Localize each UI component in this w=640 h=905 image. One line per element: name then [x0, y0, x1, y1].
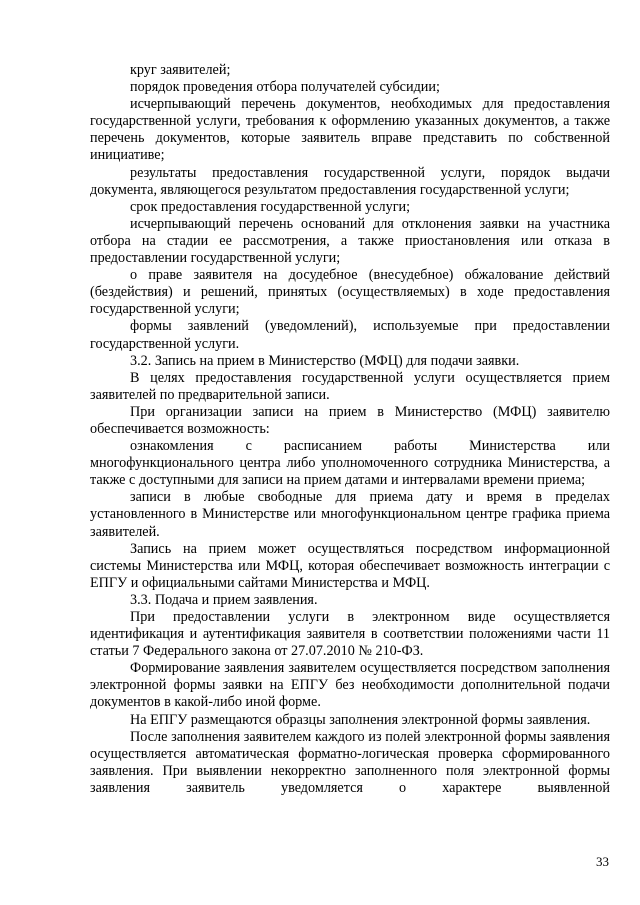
paragraph-applicant-circle: круг заявителей; — [130, 62, 231, 78]
paragraph-electronic-identification: При предоставлении услуги в электронном виде осуществляется идентификация и аутентификация заявителя в соответствии положениями части 11 статьи 7 Федерального закона от 27.07.2010 № 210-ФЗ. — [90, 609, 610, 660]
paragraph-rejection-grounds: исчерпывающий перечень оснований для отклонения заявки на участника отбора на стадии ее рассмотрения, а также приостановления или отказа в предоставлении государственной услуги; — [90, 215, 610, 267]
paragraph-format-check: После заполнения заявителем каждого из полей электронной формы заявления осуществляется автоматическая форматно-логическая проверка сформированного заявления. При выявлении некорректно заполненного поля электронной формы заявления заявитель уведомляется о характере выявленной — [90, 728, 610, 796]
paragraph-selection-procedure: порядок проведения отбора получателей субсидии; — [130, 79, 440, 96]
paragraph-appointment-options: При организации записи на прием в Министерство (МФЦ) заявителю обеспечивается возможность: — [90, 403, 610, 437]
paragraph-service-results: результаты предоставления государственной услуги, порядок выдачи документа, являющегося результатом предоставления государственной услуги; — [90, 164, 610, 198]
paragraph-appeal-right: о праве заявителя на досудебное (внесудебное) обжалование действий (бездействия) и решений, принятых (осуществляемых) в ходе предоставления государственной услуги; — [90, 267, 610, 318]
paragraph-free-slot-booking: записи в любые свободные для приема дату и время в пределах установленного в Министерстве или многофункциональном центре графика приема заявителей. — [90, 489, 610, 540]
paragraph-application-forms: формы заявлений (уведомлений), используемые при предоставлении государственной услуги. — [90, 318, 610, 352]
page-number: 33 — [596, 854, 609, 869]
paragraph-document-list: исчерпывающий перечень документов, необходимых для предоставления государственной услуги, требования к оформлению указанных документов, а также перечень документов, которые заявитель вправе представить по собственной инициативе; — [90, 96, 610, 164]
paragraph-prior-appointment: В целях предоставления государственной услуги осуществляется прием заявителей по предварительной записи. — [90, 369, 610, 403]
section-heading-3-2: 3.2. Запись на прием в Министерство (МФЦ) для подачи заявки. — [130, 352, 520, 369]
paragraph-electronic-form: Формирование заявления заявителем осуществляется посредством заполнения электронной формы заявки на ЕПГУ без необходимости дополнительной подачи документов в какой-либо иной форме. — [90, 660, 610, 711]
section-heading-3-3: 3.3. Подача и прием заявления. — [130, 591, 318, 608]
paragraph-schedule-familiarization: ознакомления с расписанием работы Министерства или многофункционального центра либо уполномоченного сотрудника Министерства, а также с доступными для записи на прием датами и интервалами времени приема; — [90, 438, 610, 489]
document-body — [90, 62, 610, 797]
paragraph-service-term: срок предоставления государственной услуги; — [130, 198, 411, 215]
paragraph-information-system: Запись на прием может осуществляться посредством информационной системы Министерства или МФЦ, которая обеспечивает возможность интеграции с ЕПГУ и официальными сайтами Министерства и МФЦ. — [90, 540, 610, 591]
paragraph-form-samples: На ЕПГУ размещаются образцы заполнения электронной формы заявления. — [130, 711, 591, 728]
